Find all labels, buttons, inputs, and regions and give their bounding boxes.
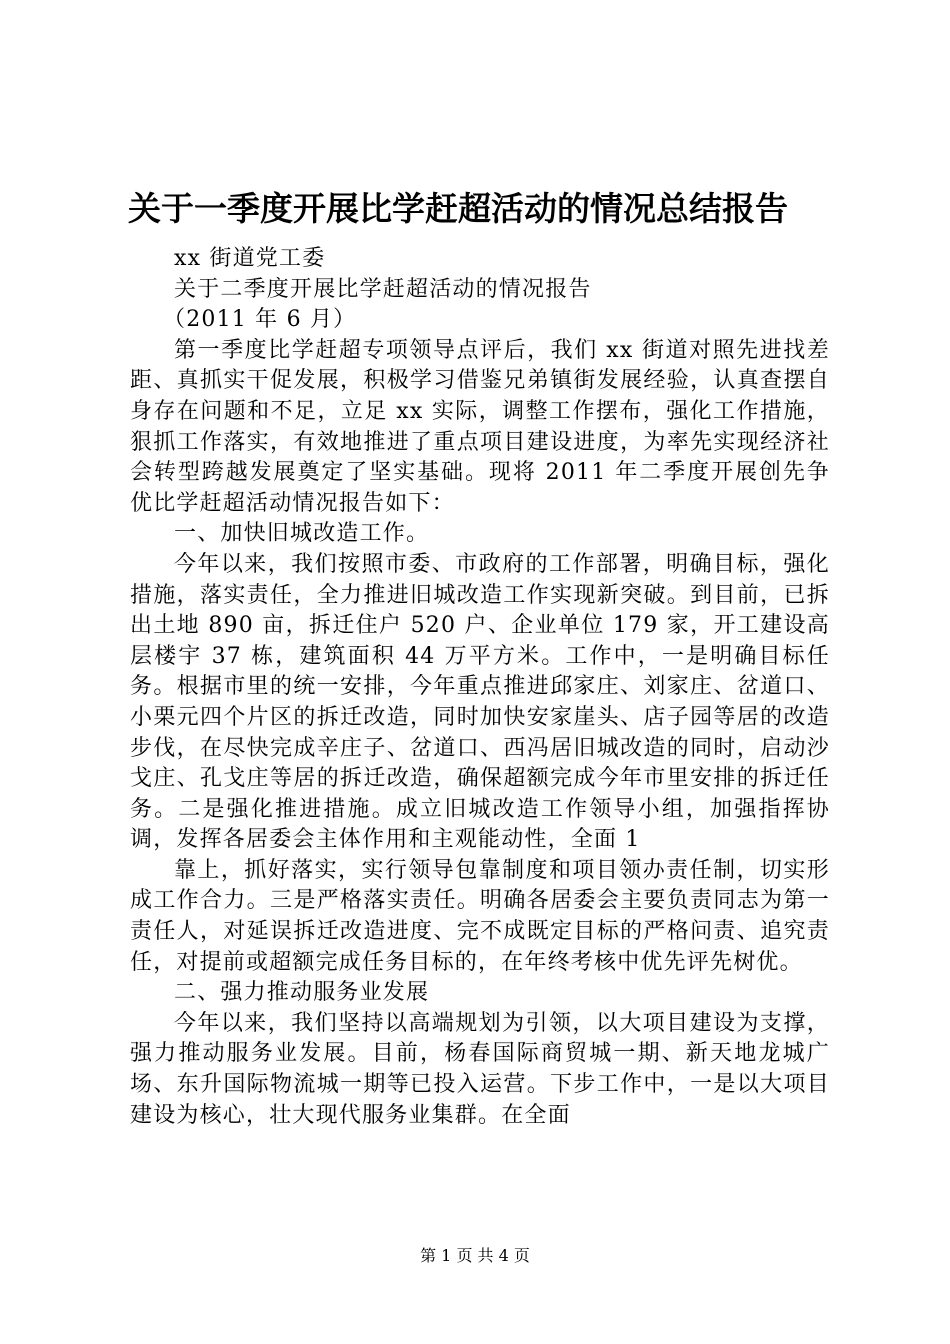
paragraph-section-2: 今年以来，我们坚持以高端规划为引领，以大项目建设为支撑，强力推动服务业发展。目前，杨春国际商贸城一期、新天地龙城广场、东升国际物流城一期等已投入运营。下步工作中，一是以大项目建设为核心，壮大现代服务业集群。在全面 bbox=[130, 1010, 830, 1128]
section-heading-2: 二、强力推动服务业发展 bbox=[174, 980, 430, 1006]
paragraph-section-1: 今年以来，我们按照市委、市政府的工作部署，明确目标，强化措施，落实责任，全力推进旧城改造工作实现新突破。到目前，已拆出土地 890 亩，拆迁住户 520 户、企业单位 179 家，开工建设高层楼宇 37 栋，建筑面积 44 万平方米。工作中，一是明确目标任务。根据市里的统一安排，今年重点推进邱家庄、刘家庄、岔道口、小栗元四个片区的拆迁改造，同时加快安家崖头、店子园等居的改造步伐，在尽快完成辛庄子、岔道口、西冯居旧城改造的同时，启动沙戈庄、孔戈庄等居的拆迁改造，确保超额完成今年市里安排的拆迁任务。二是强化推进措施。成立旧城改造工作领导小组，加强指挥协调，发挥各居委会主体作用和主观能动性，全面 1 bbox=[130, 551, 830, 853]
paragraph-intro: 第一季度比学赶超专项领导点评后，我们 xx 街道对照先进找差距、真抓实干促发展，积极学习借鉴兄弟镇街发展经验，认真查摆自身存在问题和不足，立足 xx 实际，调整工作摆布，强化工作措施，狠抓工作落实，有效地推进了重点项目建设进度，为率先实现经济社会转型跨越发展奠定了坚实基础。现将 2011 年二季度开展创先争优比学赶超活动情况报告如下： bbox=[130, 337, 830, 516]
org-line: xx 街道党工委 bbox=[174, 246, 326, 271]
paragraph-section-1-cont: 靠上，抓好落实，实行领导包靠制度和项目领办责任制，切实形成工作合力。三是严格落实责任。明确各居委会主要负责同志为第一责任人，对延误拆迁改造进度、完不成既定目标的严格问责、追究责任，对提前或超额完成任务目标的，在年终考核中优先评先树优。 bbox=[130, 857, 830, 975]
date-line: （2011 年 6 月） bbox=[163, 307, 357, 333]
document-body bbox=[130, 244, 830, 1131]
page-footer: 第 1 页 共 4 页 bbox=[420, 1246, 530, 1265]
subtitle-line: 关于二季度开展比学赶超活动的情况报告 bbox=[174, 276, 592, 302]
document-title: 关于一季度开展比学赶超活动的情况总结报告 bbox=[128, 189, 788, 228]
section-heading-1: 一、加快旧城改造工作。 bbox=[174, 521, 430, 547]
